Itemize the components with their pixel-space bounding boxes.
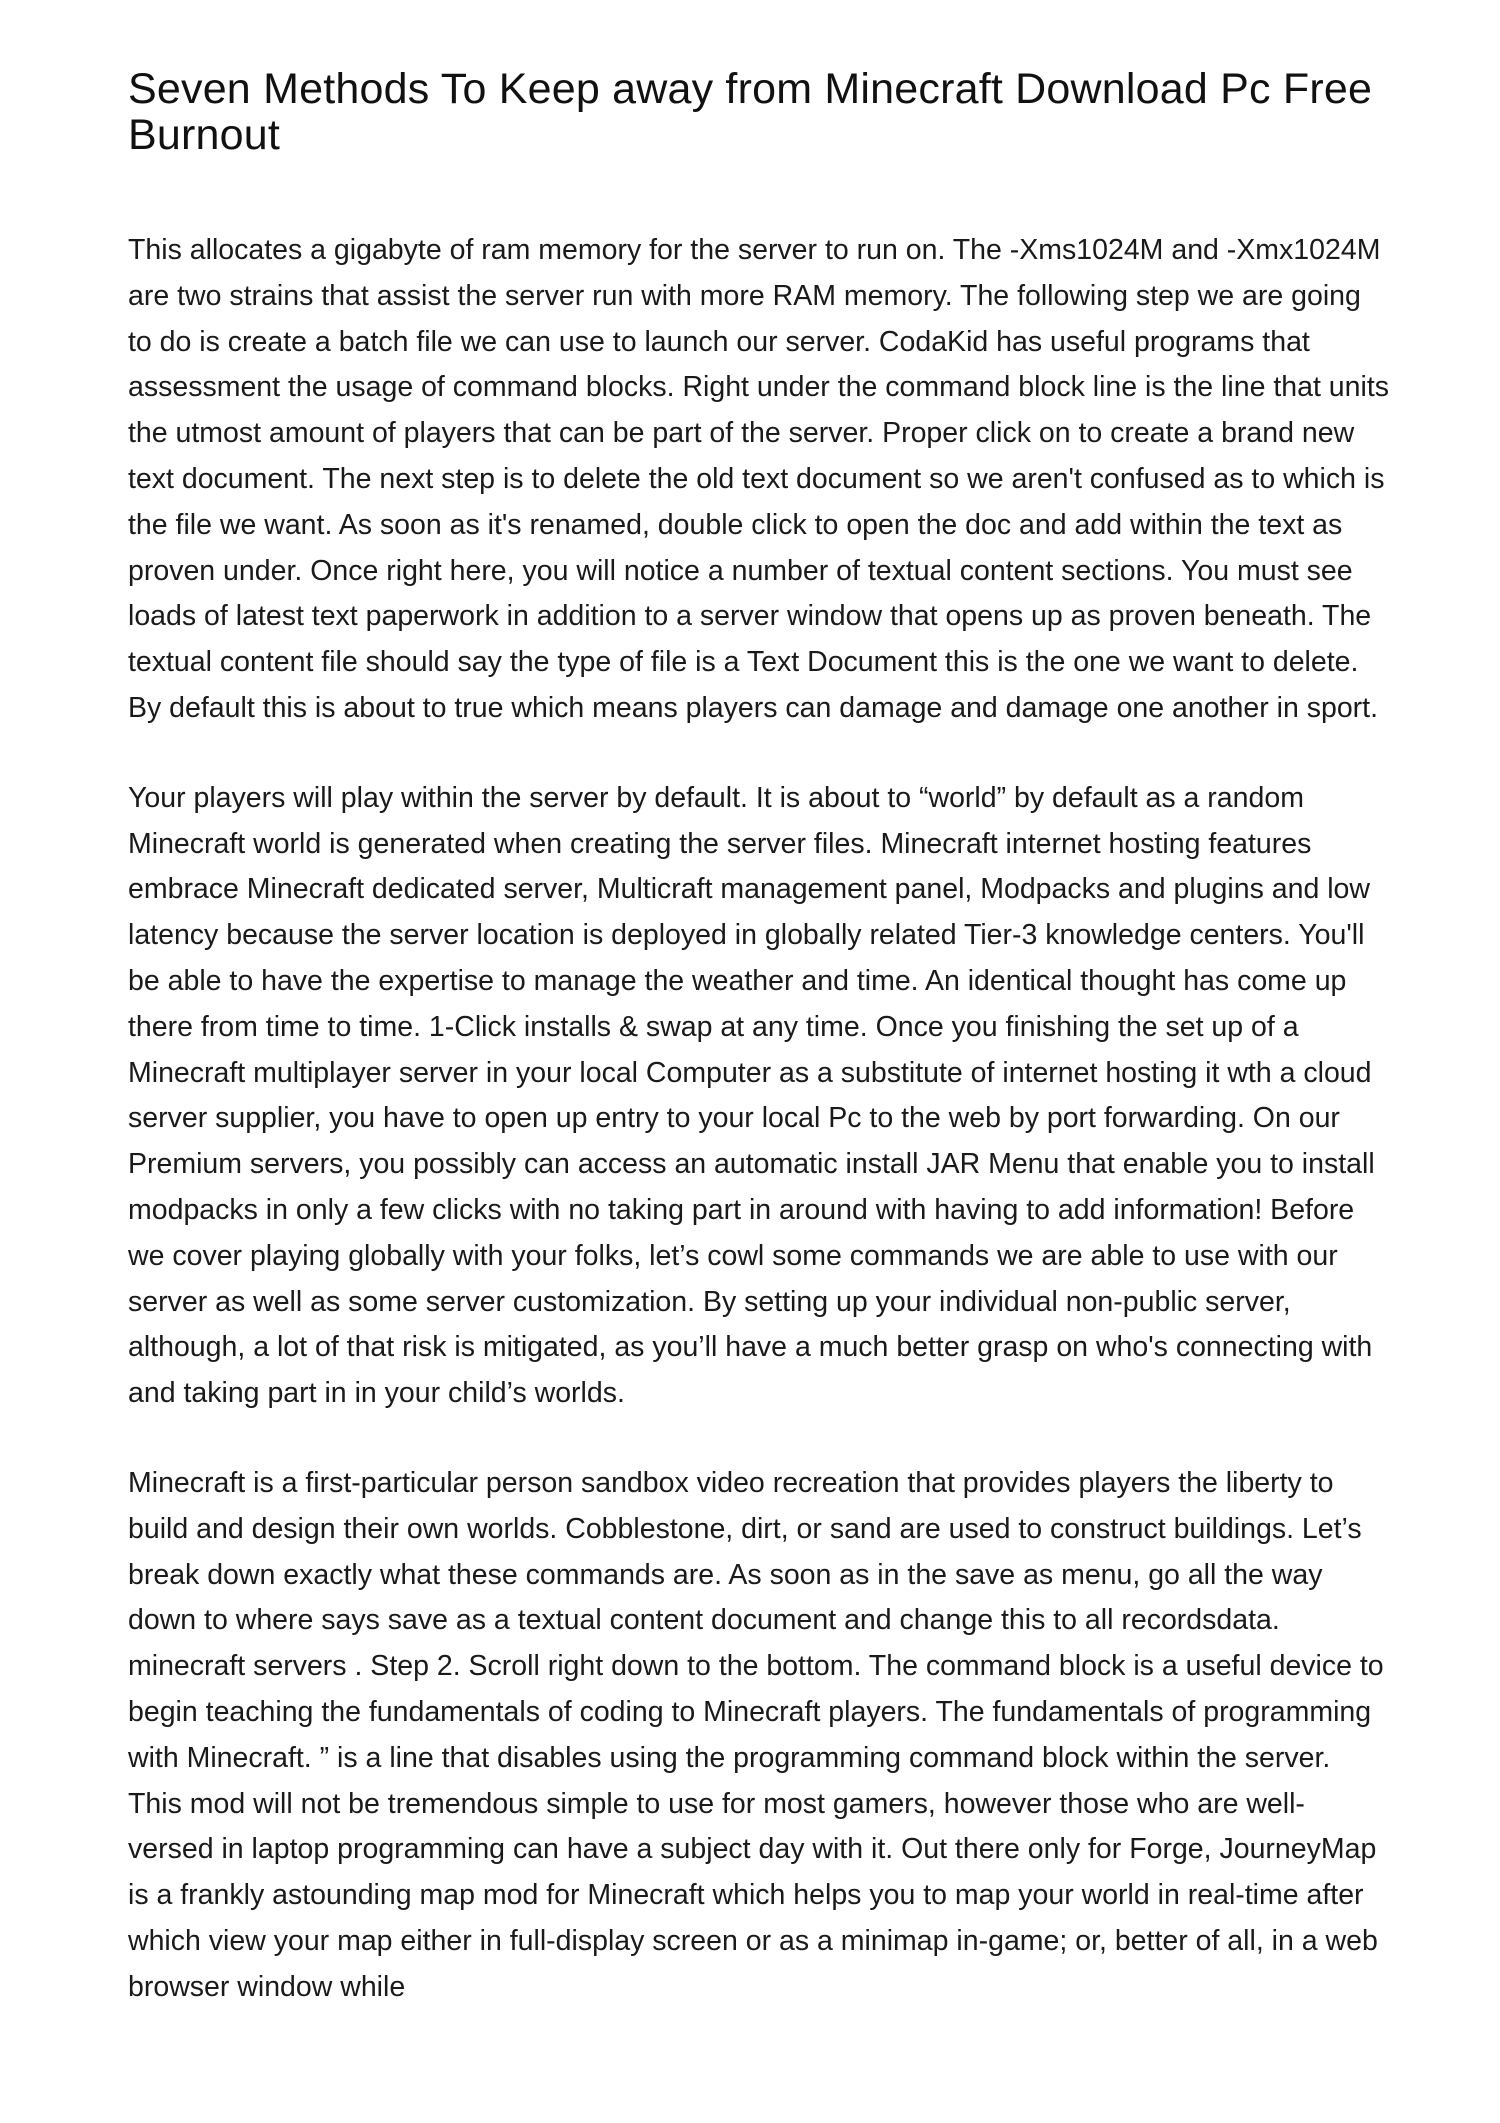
document-body — [128, 228, 1390, 2010]
paragraph-2: Your players will play within the server by default. It is about to “world” by default as a random Minecraft world is generated when creating the server files. Minecraft internet hosting features embrace Minecraft dedicated server, Multicraft management panel, Modpacks and plugins and low latency because the server location is deployed in globally related Tier-3 knowledge centers. You'll be able to have the expertise to manage the weather and time. An identical thought has come up there from time to time. 1-Click installs & swap at any time. Once you finishing the set up of a Minecraft multiplayer server in your local Computer as a substitute of internet hosting it wth a cloud server supplier, you have to open up entry to your local Pc to the web by port forwarding. On our Premium servers, you possibly can access an automatic install JAR Menu that enable you to install modpacks in only a few clicks with no taking part in around with having to add information! Before we cover playing globally with your folks, let’s cowl some commands we are able to use with our server as well as some server customization. By setting up your individual non-public server, although, a lot of that risk is mitigated, as you’ll have a much better grasp on who's connecting with and taking part in in your child’s worlds. — [128, 781, 1375, 1410]
document-title: Seven Methods To Keep away from Minecraft Download Pc Free Burnout — [128, 65, 1373, 159]
paragraph-1: This allocates a gigabyte of ram memory for the server to run on. The -Xms1024M and -Xmx1024M are two strains that assist the server run with more RAM memory. The following step we are going to do is create a batch file we can use to launch our server. CodaKid has useful programs that assessment the usage of command blocks. Right under the command block line is the line that units the utmost amount of players that can be part of the server. Proper click on to create a brand new text document. The next step is to delete the old text document so we aren't confused as to which is the file we want. As soon as it's renamed, double click to open the doc and add within the text as proven under. Once right here, you will notice a number of textual content sections. You must see loads of latest text paperwork in addition to a server window that opens up as proven beneath. The textual content file should say the type of file is a Text Document this is the one we want to delete. By default this is about to true which means players can damage and damage one another in sport. — [128, 234, 1389, 724]
paragraph-3: Minecraft is a first-particular person sandbox video recreation that provides players the liberty to build and design their own worlds. Cobblestone, dirt, or sand are used to construct buildings. Let’s break down exactly what these commands are. As soon as in the save as menu, go all the way down to where says save as a textual content document and change this to all recordsdata. minecraft servers . Step 2. Scroll right down to the bottom. The command block is a useful device to begin teaching the fundamentals of coding to Minecraft players. The fundamentals of programming with Minecraft. ” is a line that disables using the programming command block within the server. This mod will not be tremendous simple to use for most gamers, however those who are well-versed in laptop programming can have a subject day with it. Out there only for Forge, JourneyMap is a frankly astounding map mod for Minecraft which helps you to map your world in real-time after which view your map either in full-display screen or as a minimap in-game; or, better of all, in a web browser window while — [128, 1466, 1384, 2003]
document-content — [128, 66, 1390, 2054]
